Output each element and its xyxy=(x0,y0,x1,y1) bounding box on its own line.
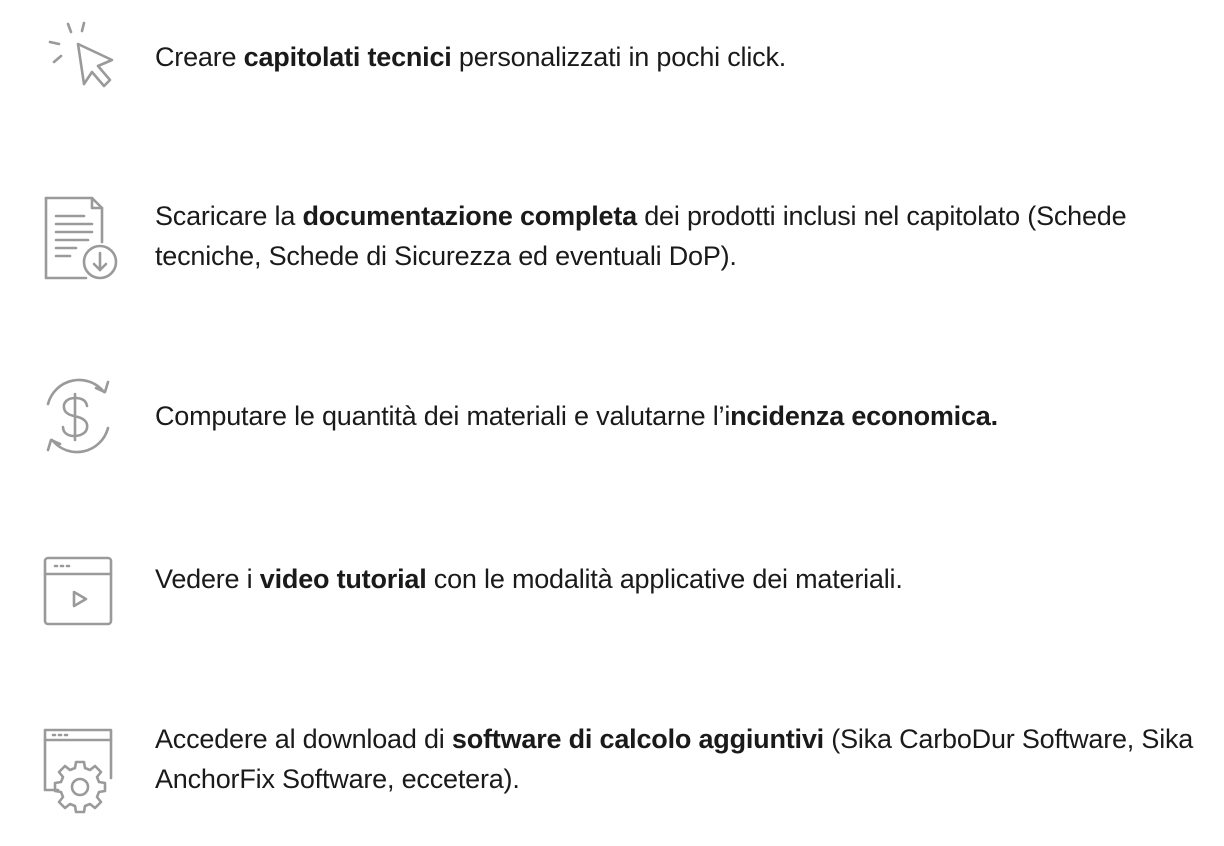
feature-text: Accedere al download di software di calcolo aggiuntivi (Sika CarboDur Software, Sika AnchorFix Software, eccetera). xyxy=(155,724,1194,794)
software-gear-icon xyxy=(32,724,124,816)
video-window-icon xyxy=(32,552,124,644)
cursor-click-icon xyxy=(32,14,124,106)
document-download-icon xyxy=(32,192,124,284)
feature-text: Vedere i video tutorial con le modalità applicative dei materiali. xyxy=(155,564,903,594)
feature-text: Creare capitolati tecnici personalizzati in pochi click. xyxy=(155,42,787,72)
dollar-cycle-icon xyxy=(32,370,124,462)
feature-text: Computare le quantità dei materiali e valutarne l’incidenza economica. xyxy=(155,401,998,431)
feature-text: Scaricare la documentazione completa dei prodotti inclusi nel capitolato (Schede tecniche, Schede di Sicurezza ed eventuali DoP). xyxy=(155,201,1127,271)
